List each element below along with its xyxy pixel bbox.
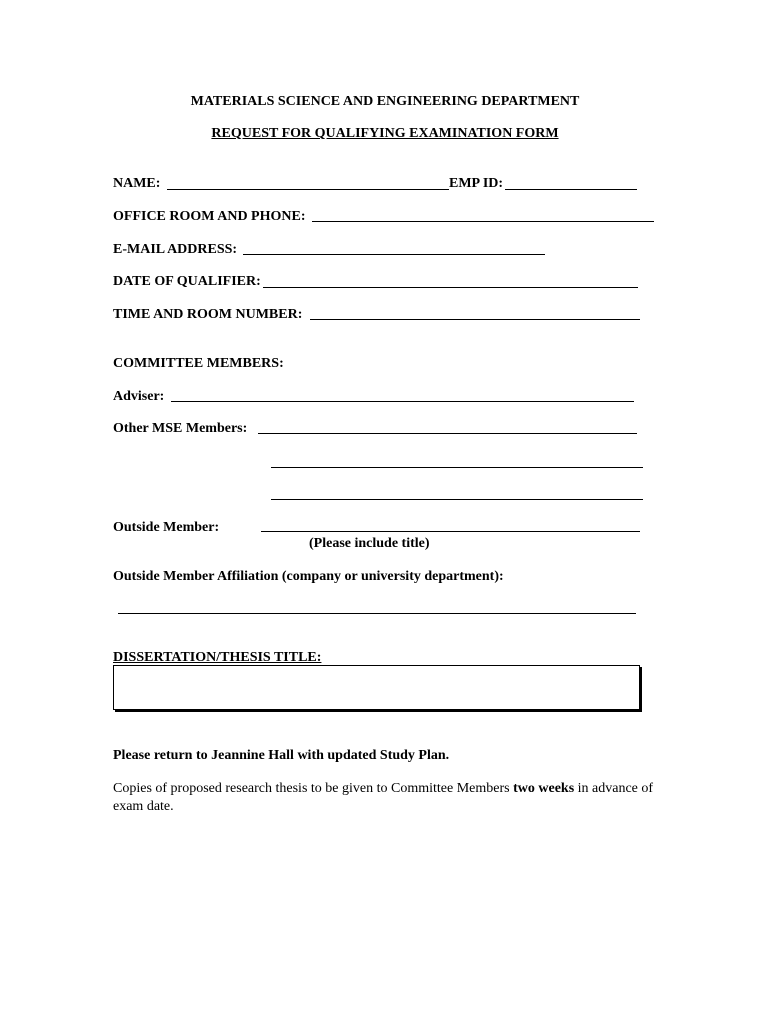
committee-heading: COMMITTEE MEMBERS: [113, 356, 284, 371]
outside-member-label: Outside Member: [113, 520, 220, 535]
email-label: E-MAIL ADDRESS: [113, 242, 238, 257]
other-member-field-3[interactable] [271, 499, 643, 500]
email-field[interactable] [243, 254, 545, 255]
outside-member-note: (Please include title) [309, 536, 430, 551]
affiliation-field[interactable] [118, 613, 636, 614]
time-room-field[interactable] [310, 319, 640, 320]
adviser-field[interactable] [171, 401, 634, 402]
name-label: NAME: [113, 176, 161, 191]
dissertation-label: DISSERTATION/THESIS TITLE: [113, 650, 322, 665]
office-field[interactable] [312, 221, 654, 222]
department-heading: MATERIALS SCIENCE AND ENGINEERING DEPARTMENT [190, 94, 580, 109]
outside-member-field[interactable] [261, 531, 640, 532]
affiliation-label: Outside Member Affiliation (company or university department): [113, 569, 504, 584]
other-member-field-1[interactable] [258, 433, 637, 434]
copies-note [113, 780, 661, 816]
date-label: DATE OF QUALIFIER: [113, 274, 261, 289]
emp-id-label: EMP ID: [449, 176, 504, 191]
emp-id-field[interactable] [505, 189, 637, 190]
copies-note-start: Copies of proposed research thesis to be given to Committee Members [113, 781, 514, 796]
other-member-field-2[interactable] [271, 467, 643, 468]
adviser-label: Adviser: [113, 389, 165, 404]
dissertation-title-box[interactable] [113, 665, 640, 710]
other-members-label: Other MSE Members: [113, 421, 248, 436]
date-field[interactable] [263, 287, 638, 288]
name-field[interactable] [167, 189, 449, 190]
form-title: REQUEST FOR QUALIFYING EXAMINATION FORM [211, 126, 559, 141]
copies-note-end: in advance of exam date. [113, 781, 654, 814]
office-label: OFFICE ROOM AND PHONE: [113, 209, 306, 224]
copies-note-emphasis: two weeks [513, 781, 575, 796]
time-room-label: TIME AND ROOM NUMBER: [113, 307, 303, 322]
return-note: Please return to Jeannine Hall with updated Study Plan. [113, 748, 450, 763]
